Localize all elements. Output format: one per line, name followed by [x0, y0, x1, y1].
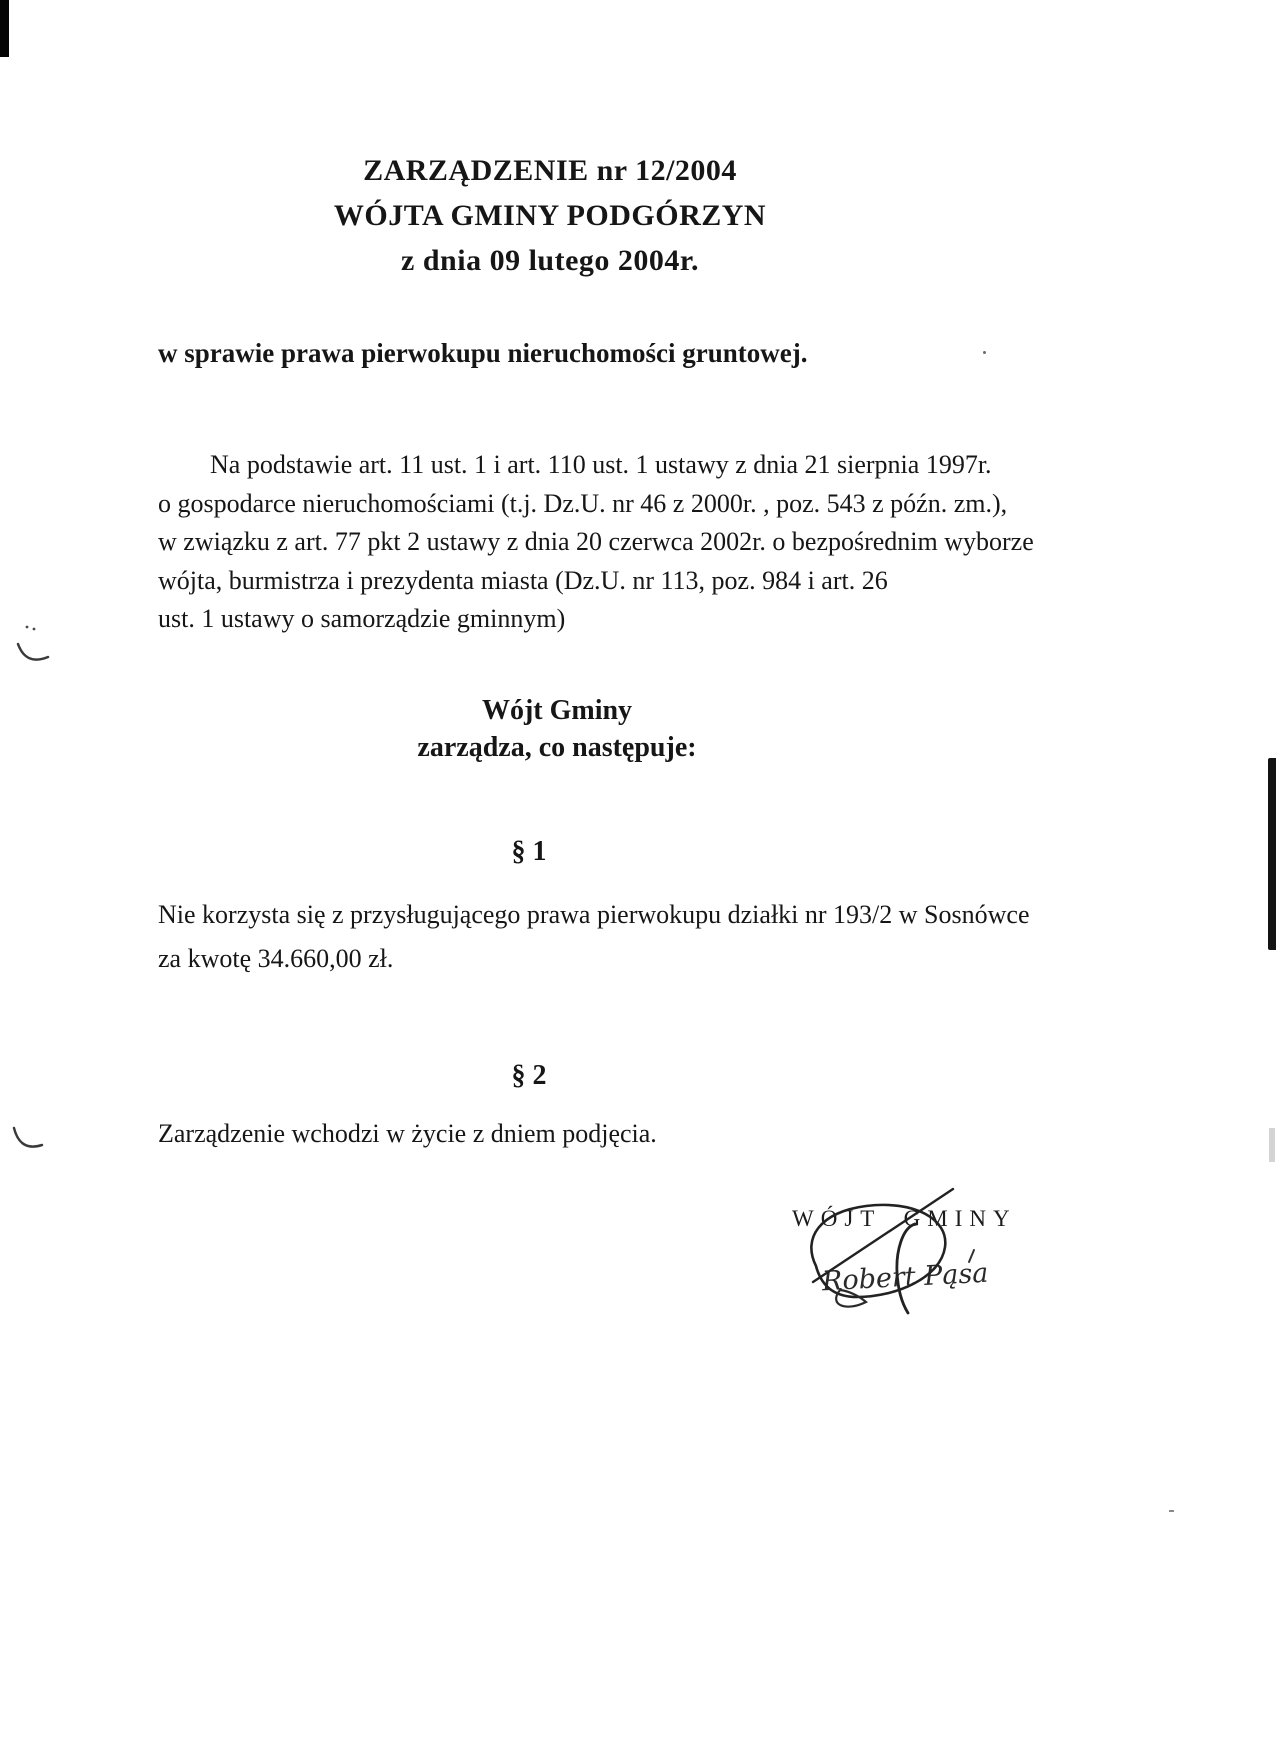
title-line-2: WÓJTA GMINY PODGÓRZYN — [333, 199, 767, 232]
legal-basis-line: Na podstawie art. 11 ust. 1 i art. 110 ust. 1 ustawy z dnia 21 sierpnia 1997r. — [210, 450, 992, 479]
legal-basis-paragraph — [158, 446, 1118, 639]
title-line-1: ZARZĄDZENIE nr 12/2004 — [363, 154, 737, 187]
scan-edge-artifact-top-left — [0, 0, 9, 57]
handwritten-signature: Robert Pąsa — [821, 1257, 990, 1298]
title-line-3: z dnia 09 lutego 2004r. — [401, 244, 699, 277]
section-1-text-line: Nie korzysta się z przysługującego prawa pierwokupu działki nr 193/2 w Sosnówce — [158, 900, 1030, 929]
document-title — [0, 148, 1100, 283]
order-heading-line-2: zarządza, co następuje: — [417, 732, 697, 763]
scan-smudge-right — [1269, 1128, 1275, 1162]
legal-basis-line: w związku z art. 77 pkt 2 ustawy z dnia 20 czerwca 2002r. o bezpośrednim wyborze — [158, 527, 1034, 556]
section-2-text — [158, 1112, 1158, 1156]
section-2-number: § 2 — [511, 1060, 547, 1091]
section-2-text-line: Zarządzenie wchodzi w życie z dniem podjęcia. — [158, 1119, 657, 1148]
legal-basis-line: ust. 1 ustawy o samorządzie gminnym) — [158, 604, 566, 633]
subject-line: w sprawie prawa pierwokupu nieruchomości gruntowej. — [158, 338, 808, 368]
order-heading-line-1: Wójt Gminy — [481, 695, 633, 726]
section-1-text-line: za kwotę 34.660,00 zł. — [158, 944, 394, 973]
legal-basis-line: wójta, burmistrza i prezydenta miasta (Dz.U. nr 113, poz. 984 i art. 26 — [158, 565, 888, 595]
order-heading — [0, 692, 1114, 766]
scan-dot-artifact — [1169, 1510, 1174, 1512]
signature-role-stamp: WÓJT GMINY — [792, 1206, 1017, 1231]
section-1-number: § 1 — [511, 836, 547, 867]
legal-basis-line: o gospodarce nieruchomościami (t.j. Dz.U. nr 46 z 2000r. , poz. 543 z późn. zm.), — [158, 488, 1008, 518]
scan-edge-artifact-right — [1268, 758, 1276, 950]
section-1-text — [158, 893, 1158, 981]
scan-dot-artifact — [983, 351, 986, 354]
